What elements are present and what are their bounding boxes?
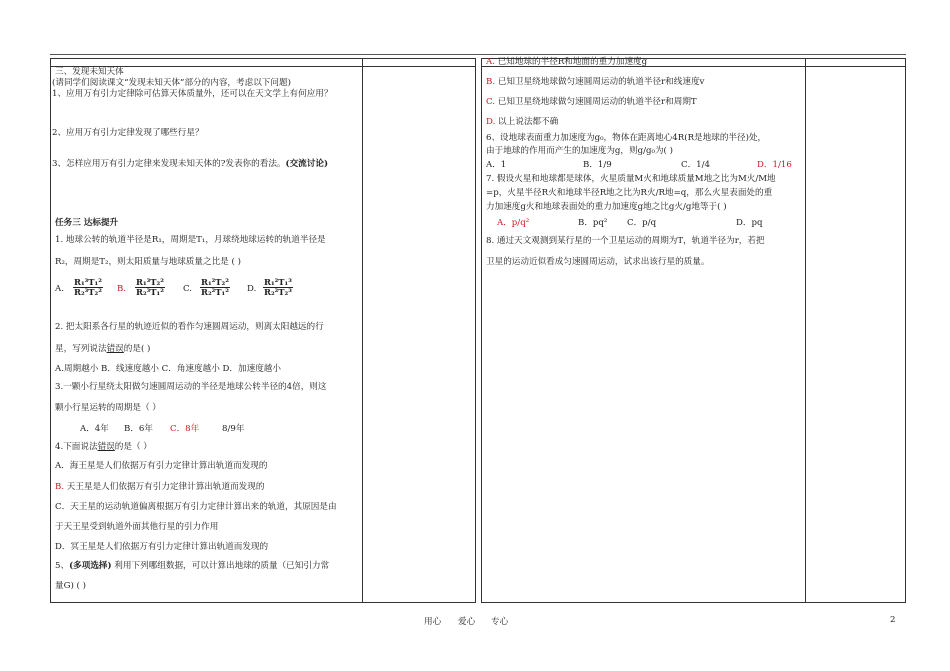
section3-title: 三、发现未知天体 — [55, 67, 124, 77]
left-notes-cell — [362, 58, 476, 603]
q7-option-d: D．pq — [736, 218, 763, 228]
p5-option-b: B. 已知卫星绕地球做匀速圆周运动的轨道半径r和线速度v — [486, 77, 705, 87]
question-6-line2: 由于地球的作用而产生的加速度为g，则g/g₀为( ) — [486, 146, 673, 156]
problem-2-line2: 星，写列说法错误的是( ) — [55, 344, 151, 354]
multi-choice-tag: (多项选择) — [69, 561, 112, 571]
question-7-line1: 7. 假设火星和地球都是球体，火星质量M火和地球质量M地之比为M火/M地 — [486, 174, 776, 184]
question-6-line1: 6、设地球表面重力加速度为g₀，物体在距离地心4R(R是地球的半径)处， — [486, 133, 767, 143]
question-7-line3: 力加速度g火和地球表面处的重力加速度g地之比g火/g地等于( ) — [486, 202, 727, 212]
p1-option-a-label: A. — [55, 284, 64, 294]
question-1: 1、应用万有引力定律除可估算天体质量外，还可以在天文学上有何应用？ — [52, 89, 333, 99]
section3-note: (请同学们阅读课文“发现未知天体”部分的内容，考虑以下问题) — [52, 78, 291, 88]
question-3: 3、怎样应用万有引力定律来发现未知天体的?发表你的看法。(交流讨论) — [52, 159, 329, 169]
question-2: 2、应用万有引力定律发现了哪些行星？ — [52, 128, 204, 138]
footer-word-2: 爱心 — [458, 617, 476, 627]
p4-option-c-line1: C．天王星的运动轨道偏离根据万有引力定律计算出来的轨道，其原因是由 — [55, 502, 337, 512]
q7-option-a: A．p/q² — [497, 218, 530, 228]
footer-word-1: 用心 — [424, 617, 442, 627]
p1-option-b-label: B. — [117, 284, 127, 294]
page-number: 2 — [890, 615, 896, 625]
p5-option-a: A. 已知地球的半径R和地面的重力加速度g — [486, 57, 648, 67]
p4-option-b: B. 天王星是人们依据万有引力定律计算出轨道而发现的 — [55, 482, 265, 492]
q6-option-c: C．1/4 — [681, 160, 710, 170]
p5-option-d: D. 以上说法都不确 — [486, 117, 559, 127]
problem-5-line2: 量G) ( ) — [55, 581, 86, 591]
p1-option-d-label: D. — [247, 284, 257, 294]
footer-word-3: 专心 — [491, 617, 509, 627]
p3-option-a: A．4年 — [80, 424, 109, 434]
p4-option-a: A．海王星是人们依据万有引力定律计算出轨道而发现的 — [55, 461, 268, 471]
p1-option-d-fraction: $\frac{\text{R₁²T₁³}}{\text{R₂²T₂³}}$ — [264, 277, 292, 297]
problem-2-line1: 2. 把太阳系各行星的轨迹近似的看作匀速圆周运动，则离太阳越远的行 — [55, 322, 324, 332]
task3-heading: 任务三 达标提升 — [55, 218, 119, 228]
p3-option-b: B．6年 — [124, 424, 153, 434]
question-8-line1: 8. 通过天文观测到某行星的一个卫星运动的周期为T，轨道半径为r，若把 — [486, 236, 765, 246]
q7-option-b: B．pq² — [578, 218, 608, 228]
header-rule — [50, 54, 906, 55]
q7-option-c: C．p/q — [627, 218, 657, 228]
problem-3-line2: 颗小行星运转的周期是（ ） — [55, 403, 161, 413]
p3-option-c: C．8年 — [170, 424, 200, 434]
p1-option-c-fraction: $\frac{\text{R₁²T₂²}}{\text{R₂²T₁²}}$ — [201, 277, 229, 297]
question-8-line2: 卫星的运动近似看成匀速圆周运动，试求出该行星的质量。 — [486, 257, 710, 267]
q6-option-b: B．1/9 — [583, 160, 612, 170]
discussion-tag: (交流讨论) — [285, 159, 329, 169]
problem-2-options: A.周期越小 B．线速度越小 C．角速度越小 D．加速度越小 — [55, 364, 281, 374]
q6-option-d: D．1/16 — [757, 160, 792, 170]
right-notes-cell — [805, 58, 906, 603]
p5-option-c: C. 已知卫星绕地球做匀速圆周运动的轨道半径r和周期T — [486, 97, 697, 107]
p4-option-d: D．冥王星是人们依据万有引力定律计算出轨道而发现的 — [55, 542, 269, 552]
p1-option-a-fraction: $\frac{\text{R₁³T₁²}}{\text{R₂³T₂²}}$ — [74, 277, 102, 297]
problem-1-line1: 1. 地球公转的轨道半径是R₁，周期是T₁，月球绕地球运转的轨道半径是 — [55, 235, 326, 245]
p4-option-c-line2: 于天王星受到轨道外面其他行星的引力作用 — [55, 522, 219, 532]
q6-option-a: A．1 — [486, 160, 507, 170]
p1-option-c-label: C. — [183, 284, 193, 294]
problem-3-line1: 3.一颗小行星绕太阳做匀速圆周运动的半径是地球公转半径的4倍，则这 — [55, 382, 327, 392]
problem-5-line1: 5、(多项选择) 利用下列哪组数据，可以计算出地球的质量（已知引力常 — [55, 561, 330, 571]
p3-option-d: 8/9年 — [222, 424, 245, 434]
problem-4-stem: 4.下面说法错误的是（ ） — [55, 442, 152, 452]
question-7-line2: =p，火星半径R火和地球半径R地之比为R火/R地=q，那么火星表面处的重 — [486, 188, 773, 198]
problem-1-line2: R₂，周期是T₂，则太阳质量与地球质量之比是 ( ) — [55, 257, 241, 267]
p1-option-b-fraction: $\frac{\text{R₁³T₂²}}{\text{R₂³T₁²}}$ — [136, 277, 164, 297]
